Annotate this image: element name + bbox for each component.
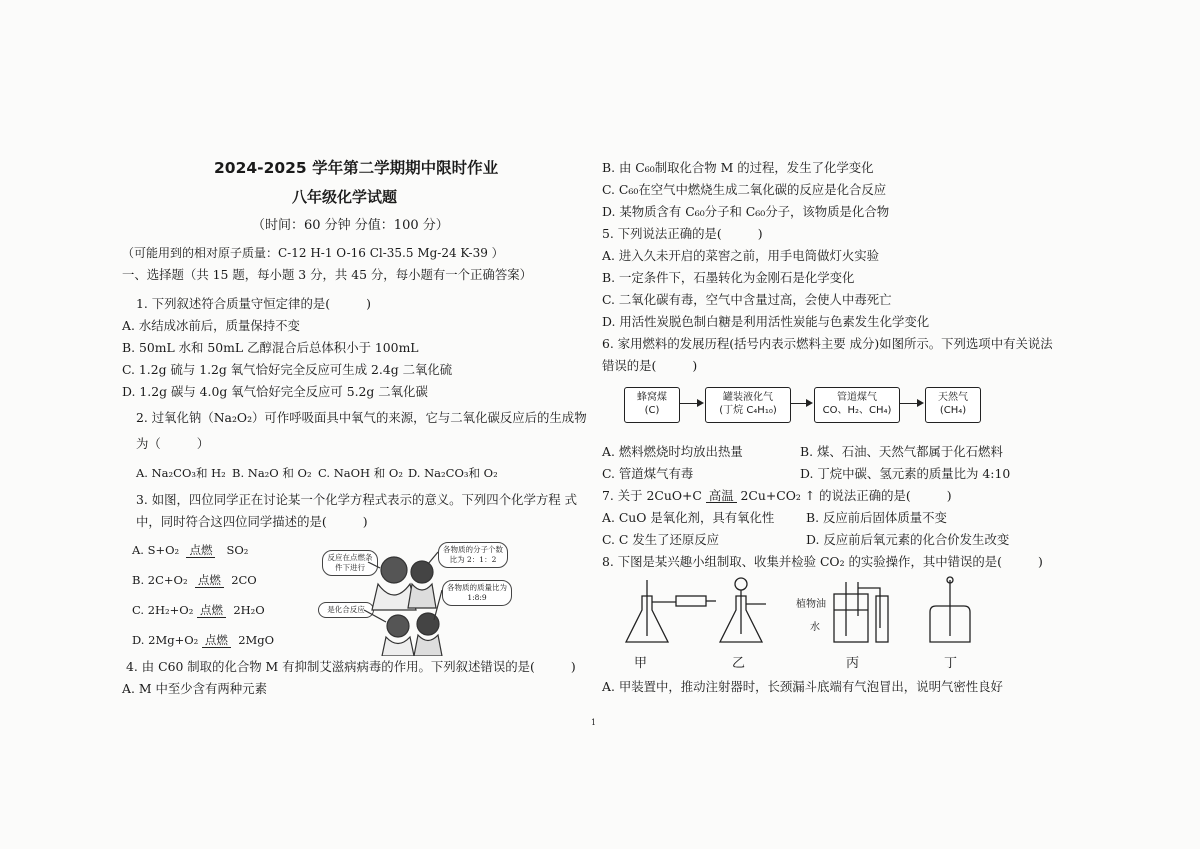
q5-option-b: B. 一定条件下，石墨转化为金刚石是化学变化 bbox=[602, 270, 855, 285]
q2-option-d: D. Na₂CO₃和 O₂ bbox=[408, 466, 498, 480]
q8-option-a: A. 甲装置中，推动注射器时，长颈漏斗底端有气泡冒出，说明气密性良好 bbox=[602, 679, 1003, 694]
q7-option-a: A. CuO 是氧化剂，具有氧化性 bbox=[602, 510, 775, 525]
q8-stem: 8. 下图是某兴趣小组制取、收集并检验 CO₂ 的实验操作，其中错误的是( ) bbox=[602, 554, 1043, 569]
q8-apparatus-drawing bbox=[612, 576, 992, 646]
fuel-box-pipeline-gas: 管道煤气 CO、H₂、CH₄) bbox=[814, 387, 900, 423]
q4-option-c: C. C₆₀在空气中燃烧生成二氧化碳的反应是化合反应 bbox=[602, 182, 887, 197]
fuel-box-honeycomb-coal: 蜂窝煤 (C) bbox=[624, 387, 680, 423]
q3-option-b: B. 2C+O₂ 点燃 2CO bbox=[132, 573, 257, 587]
flow-arrow-1 bbox=[680, 403, 702, 404]
q5-stem: 5. 下列说法正确的是( ) bbox=[602, 226, 763, 241]
q7-option-c: C. C 发生了还原反应 bbox=[602, 532, 720, 547]
bubble-molecule-ratio: 各物质的分子个数比为 2：1：2 bbox=[438, 542, 508, 568]
q1-option-a: A. 水结成冰前后，质量保持不变 bbox=[122, 318, 300, 333]
q4-option-a: A. M 中至少含有两种元素 bbox=[122, 681, 267, 696]
flow-arrow-3 bbox=[900, 403, 922, 404]
q6-stem-line2: 错误的是( ) bbox=[602, 358, 698, 373]
q6-option-b: B. 煤、石油、天然气都属于化石燃料 bbox=[800, 444, 1003, 459]
flow-arrow-2 bbox=[791, 403, 811, 404]
q7-stem: 7. 关于 2CuO+C 高温 2Cu+CO₂ ↑ 的说法正确的是( ) bbox=[602, 488, 952, 503]
q6-option-c: C. 管道煤气有毒 bbox=[602, 466, 694, 481]
apparatus-label-yi: 乙 bbox=[732, 656, 746, 671]
q5-option-a: A. 进入久未开启的菜窖之前，用手电筒做灯火实验 bbox=[602, 248, 880, 263]
apparatus-label-bing: 丙 bbox=[846, 656, 860, 671]
q7-option-b: B. 反应前后固体质量不变 bbox=[806, 510, 947, 525]
q4-option-d: D. 某物质含有 C₆₀分子和 C₆₀分子，该物质是化合物 bbox=[602, 204, 890, 219]
students-drawing bbox=[318, 540, 578, 656]
q1-option-d: D. 1.2g 碳与 4.0g 氧气恰好完全反应可 5.2g 二氧化碳 bbox=[122, 384, 428, 399]
fuel-box-lpg: 罐装液化气 (丁烷 C₄H₁₀) bbox=[705, 387, 791, 423]
q3-stem: 3. 如图，四位同学正在讨论某一个化学方程式表示的意义。下列四个化学方程 式 bbox=[136, 492, 577, 507]
q3-option-a: A. S+O₂ 点燃 SO₂ bbox=[132, 543, 249, 557]
q2-option-a: A. Na₂CO₃和 H₂ bbox=[136, 466, 226, 480]
apparatus-label-jia: 甲 bbox=[634, 656, 648, 671]
q3-discussion-illustration bbox=[318, 540, 578, 656]
q2-stem-line2: 为（ ） bbox=[136, 436, 210, 451]
q7-option-d: D. 反应前后氧元素的化合价发生改变 bbox=[806, 532, 1010, 547]
q2-option-c: C. NaOH 和 O₂ bbox=[318, 466, 403, 480]
fuel-box-natural-gas: 天然气 (CH₄) bbox=[925, 387, 981, 423]
exam-title: 2024-2025 学年第二学期期中限时作业 bbox=[214, 159, 499, 177]
q3-option-d: D. 2Mg+O₂ 点燃 2MgO bbox=[132, 633, 275, 647]
q3-option-c: C. 2H₂+O₂ 点燃 2H₂O bbox=[132, 603, 265, 617]
q2-option-b: B. Na₂O 和 O₂ bbox=[232, 466, 312, 480]
q2-stem: 2. 过氧化钠（Na₂O₂）可作呼吸面具中氧气的来源，它与二氧化碳反应后的生成物 bbox=[136, 410, 587, 425]
q5-option-c: C. 二氧化碳有毒，空气中含量过高，会使人中毒死亡 bbox=[602, 292, 892, 307]
q4-option-b: B. 由 C₆₀制取化合物 M 的过程，发生了化学变化 bbox=[602, 160, 874, 175]
q5-option-d: D. 用活性炭脱色制白糖是利用活性炭能与色素发生化学变化 bbox=[602, 314, 930, 329]
bubble-combination: 是化合反应 bbox=[318, 602, 374, 618]
water-label: 水 bbox=[810, 622, 820, 633]
q4-stem: 4. 由 C60 制取的化合物 M 有抑制艾滋病病毒的作用。下列叙述错误的是( ) bbox=[126, 659, 576, 674]
exam-subtitle: 八年级化学试题 bbox=[292, 188, 398, 206]
apparatus-label-ding: 丁 bbox=[944, 656, 958, 671]
time-info: （时间：60 分钟 分值：100 分） bbox=[252, 218, 449, 233]
atomic-masses: （可能用到的相对原子质量：C-12 H-1 O-16 Cl-35.5 Mg-24 K-39 ） bbox=[122, 246, 504, 260]
bubble-mass-ratio: 各物质的质量比为 1:8:9 bbox=[442, 580, 512, 606]
bubble-condition: 反应在点燃条件下进行 bbox=[322, 550, 378, 576]
q6-stem: 6. 家用燃料的发展历程(括号内表示燃料主要 成分)如图所示。下列选项中有关说法 bbox=[602, 336, 1053, 351]
page-number: 1 bbox=[591, 718, 597, 727]
q1-stem: 1. 下列叙述符合质量守恒定律的是( ) bbox=[136, 296, 371, 311]
q1-option-b: B. 50mL 水和 50mL 乙醇混合后总体积小于 100mL bbox=[122, 340, 419, 355]
q3-stem-line2: 中，同时符合这四位同学描述的是( ) bbox=[136, 514, 368, 529]
q6-option-a: A. 燃料燃烧时均放出热量 bbox=[602, 444, 743, 459]
q1-option-c: C. 1.2g 硫与 1.2g 氧气恰好完全反应可生成 2.4g 二氧化硫 bbox=[122, 362, 453, 377]
q6-option-d: D. 丁烷中碳、氢元素的质量比为 4:10 bbox=[800, 466, 1011, 481]
oil-label: 植物油 bbox=[796, 599, 826, 610]
section-heading: 一、选择题（共 15 题，每小题 3 分，共 45 分，每小题有一个正确答案） bbox=[122, 267, 532, 282]
